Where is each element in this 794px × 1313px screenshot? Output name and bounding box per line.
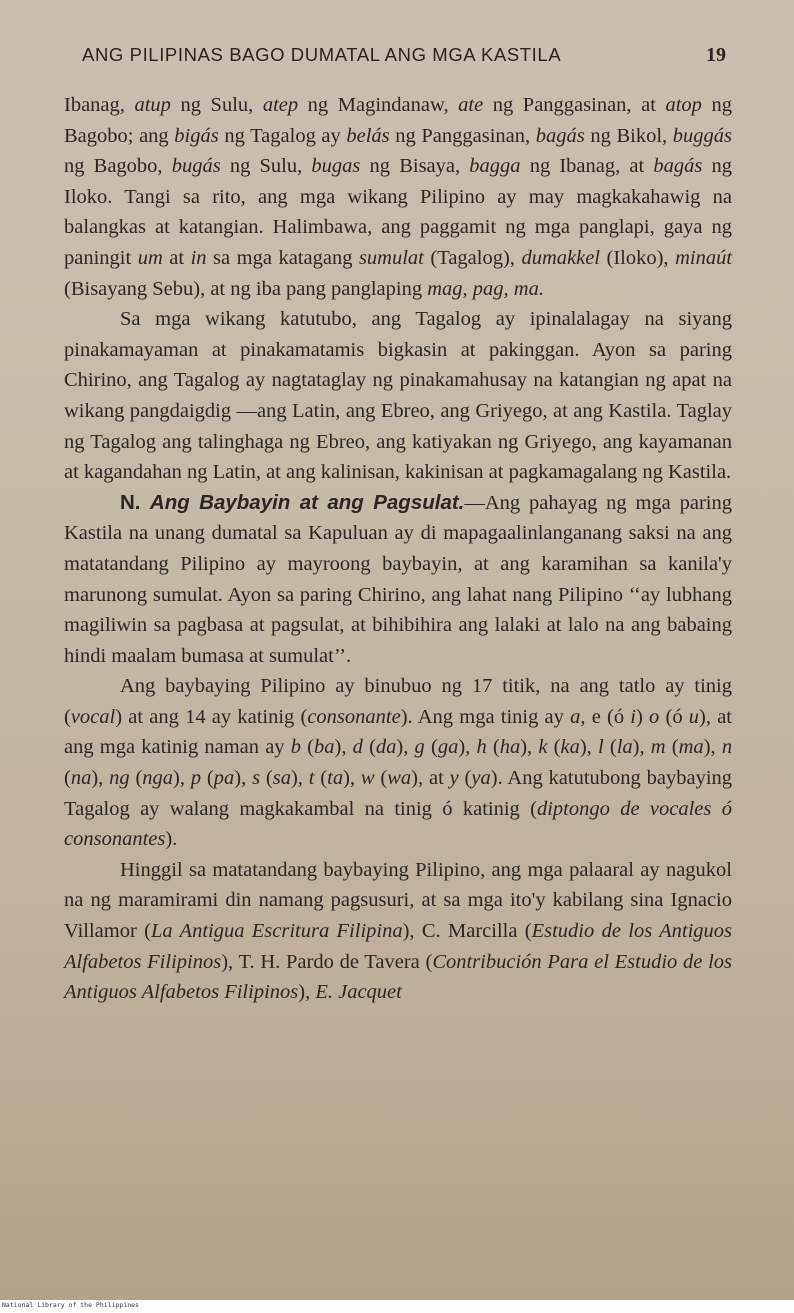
text-run: ), bbox=[298, 981, 316, 1004]
italic-term: h bbox=[476, 736, 487, 759]
text-run: ), at ang mga katinig naman ay bbox=[64, 705, 733, 759]
italic-term: ga bbox=[437, 736, 459, 759]
text-run: ng Bikol, bbox=[584, 124, 673, 147]
text-run: Ang baybaying Pilipino ay binubuo ng 17 titik, na ang tatlo ay tinig ( bbox=[64, 675, 732, 728]
italic-term: l bbox=[597, 736, 604, 759]
text-run: ng Panggasinan, at bbox=[483, 94, 666, 116]
text-run: ( bbox=[547, 736, 561, 759]
italic-term: bagás bbox=[535, 124, 585, 147]
text-run: (Bisayang Sebu), at ng iba pang panglaping bbox=[64, 277, 428, 300]
text-run: ng Ibanag, at bbox=[520, 155, 654, 178]
text-run: ( bbox=[129, 767, 143, 790]
italic-term: atep bbox=[262, 94, 299, 116]
text-run: ) bbox=[636, 705, 650, 728]
text-run: ), bbox=[343, 767, 361, 790]
italic-term: t bbox=[308, 767, 315, 790]
italic-term: ma bbox=[678, 736, 704, 759]
text-run: ), bbox=[396, 736, 415, 759]
text-run: ( bbox=[260, 767, 273, 790]
paragraph bbox=[64, 304, 732, 488]
text-run: ng Panggasinan, bbox=[389, 124, 536, 147]
text-run: (Iloko), bbox=[599, 246, 676, 269]
italic-term: Estudio de los Antiguos Alfabetos Filipinos bbox=[64, 920, 733, 973]
text-run: ng Bagobo, bbox=[64, 155, 172, 178]
text-run: ( bbox=[458, 767, 472, 790]
italic-term: ba bbox=[314, 736, 335, 759]
text-run: Hinggil sa matatandang baybaying Pilipino, ang mga palaaral ay nagukol na ng maramirami din namang pagsusuri, at sa mga ito'y kabilang sina Ignacio Villamor ( bbox=[64, 858, 732, 943]
text-run: ( bbox=[201, 767, 214, 790]
running-head: ANG PILIPINAS BAGO DUMATAL ANG MGA KASTILA bbox=[82, 44, 562, 65]
italic-term: n bbox=[721, 736, 733, 759]
italic-term: k bbox=[538, 736, 548, 759]
text-run: (Tagalog), bbox=[423, 246, 522, 269]
text-run: ng Sulu, bbox=[220, 155, 312, 178]
italic-term: um bbox=[137, 246, 163, 269]
italic-term: Contribución Para el Estudio de los Antiguos Alfabetos Filipinos bbox=[64, 950, 733, 1004]
italic-term: bigás bbox=[174, 124, 219, 147]
body-text bbox=[64, 90, 732, 1008]
text-run: ), bbox=[290, 767, 309, 790]
text-run: ), bbox=[234, 767, 253, 790]
text-run: ( bbox=[486, 736, 500, 759]
text-run: ng Bagobo; ang bbox=[64, 94, 732, 147]
italic-term: y bbox=[449, 767, 459, 790]
text-run: at bbox=[162, 246, 191, 269]
italic-term: belás bbox=[346, 124, 390, 147]
text-run: ( bbox=[362, 736, 376, 759]
paragraph bbox=[64, 671, 732, 855]
italic-term: bagás bbox=[653, 155, 703, 178]
italic-term: wa bbox=[387, 767, 412, 790]
text-run: ng Magindanaw, bbox=[298, 94, 459, 116]
italic-term: mag, pag, ma. bbox=[427, 277, 544, 300]
italic-term: la bbox=[616, 736, 633, 759]
text-run: ng Sulu, bbox=[170, 94, 263, 116]
italic-term: ng bbox=[109, 767, 130, 790]
italic-term: in bbox=[190, 246, 207, 269]
italic-term: s bbox=[252, 767, 261, 790]
italic-term: atup bbox=[134, 94, 171, 116]
text-run: (ó bbox=[659, 705, 689, 728]
italic-term: dumakkel bbox=[521, 246, 600, 269]
italic-term: ate bbox=[458, 94, 484, 116]
section-letter: N. bbox=[120, 490, 150, 514]
italic-term: E. Jacquet bbox=[315, 981, 402, 1004]
page-number: 19 bbox=[706, 44, 726, 66]
text-run: ( bbox=[374, 767, 388, 790]
text-run: ). Ang katutubong baybaying Tagalog ay walang magkakambal na tinig ó katinig ( bbox=[64, 767, 733, 820]
text-run: ), T. H. Pardo de Tavera ( bbox=[221, 950, 433, 973]
italic-term: da bbox=[375, 736, 397, 759]
text-run: ng Iloko. Tangi sa rito, ang mga wikang Pilipino ay may magkakahawig na balangkas at katangian. Halimbawa, ang paggamit ng mga panglapi, gaya ng paningit bbox=[64, 155, 732, 269]
italic-term: diptongo de vocales ó consonantes bbox=[64, 797, 732, 851]
italic-term: u bbox=[688, 705, 700, 728]
text-run: ). Ang mga tinig ay bbox=[400, 705, 571, 728]
italic-term: ta bbox=[327, 767, 344, 790]
text-run: , e (ó bbox=[580, 705, 631, 728]
text-run: ng Tagalog ay bbox=[218, 124, 347, 147]
text-run: ), bbox=[632, 736, 651, 759]
italic-term: sumulat bbox=[358, 246, 424, 269]
paragraph bbox=[64, 855, 732, 1008]
text-run: ), at bbox=[411, 767, 450, 790]
italic-term: g bbox=[414, 736, 425, 759]
text-run: sa mga katagang bbox=[206, 246, 359, 269]
scan-footer bbox=[0, 1300, 794, 1313]
italic-term: na bbox=[70, 767, 92, 790]
italic-term: La Antigua Escritura Filipina bbox=[150, 920, 403, 943]
text-run: ). bbox=[165, 828, 178, 851]
italic-term: nga bbox=[142, 767, 174, 790]
italic-term: sa bbox=[272, 767, 291, 790]
italic-term: pa bbox=[213, 767, 235, 790]
text-run: ), bbox=[173, 767, 191, 790]
italic-term: bagga bbox=[469, 155, 521, 178]
italic-term: ya bbox=[471, 767, 491, 790]
paragraph bbox=[64, 90, 732, 304]
text-run: ), bbox=[520, 736, 539, 759]
text-run: ( bbox=[314, 767, 328, 790]
text-run: ), C. Marcilla ( bbox=[402, 920, 532, 943]
italic-term: d bbox=[352, 736, 363, 759]
italic-term: vocal bbox=[70, 705, 116, 728]
paragraph bbox=[64, 488, 732, 672]
text-run: Sa mga wikang katutubo, ang Tagalog ay ipinalalagay na siyang pinakamayaman at pinakamatamis bigkasin at pakinggan. Ayon sa paring Chirino, ang Tagalog ay nagtataglay ng pinakamahusay na katangian ng apat na wikang pangdaigdig —ang Latin, ang Ebreo, ang Griyego, at ang Kastila. Taglay ng Tagalog ang talinghaga ng Ebreo, ang katiyakan ng Griyego, ang kayamanan at kagandahan ng Latin, at ang kalinisan, kakinisan at pagkamagalang ng Kastila. bbox=[64, 308, 732, 484]
italic-term: b bbox=[290, 736, 301, 759]
text-run: ), bbox=[703, 736, 722, 759]
italic-term: bugás bbox=[171, 155, 221, 178]
italic-term: atop bbox=[665, 94, 702, 116]
text-run: ( bbox=[665, 736, 679, 759]
text-run: ( bbox=[300, 736, 314, 759]
italic-term: o bbox=[649, 705, 660, 728]
italic-term: bugas bbox=[311, 155, 361, 178]
text-run: ) at ang 14 ay katinig ( bbox=[115, 705, 308, 728]
text-run: ), bbox=[579, 736, 598, 759]
italic-term: m bbox=[650, 736, 666, 759]
text-run: ), bbox=[458, 736, 477, 759]
italic-term: i bbox=[630, 705, 636, 728]
section-heading: Ang Baybayin at ang Pagsulat. bbox=[149, 490, 465, 514]
text-run: ( bbox=[424, 736, 438, 759]
italic-term: consonante bbox=[307, 705, 401, 728]
text-run: ), bbox=[91, 767, 110, 790]
italic-term: w bbox=[360, 767, 375, 790]
text-run: Ibanag, bbox=[64, 94, 135, 116]
italic-term: p bbox=[190, 767, 202, 790]
text-run: ng Bisaya, bbox=[360, 155, 470, 178]
text-run: ), bbox=[334, 736, 353, 759]
text-run: ( bbox=[603, 736, 617, 759]
italic-term: ka bbox=[560, 736, 580, 759]
page-header bbox=[70, 44, 726, 74]
library-credit: National Library of the Philippines bbox=[2, 1301, 139, 1309]
text-run: ( bbox=[64, 767, 71, 790]
italic-term: minaút bbox=[675, 246, 733, 269]
italic-term: a bbox=[570, 705, 581, 728]
text-run: —Ang pahayag ng mga paring Kastila na unang dumatal sa Kapuluan ay di mapagaalinlanganang saksi na ang matatandang Pilipino ay mayroong baybayin, at ang karamihan sa kanila'y marunong sumulat. Ayon sa paring Chirino, ang lahat nang Pilipino ‘‘ay lubhang magiliwin sa pagbasa at pagsulat, at bihibihira ang lalaki at lalo na ang babaing hindi maalam bumasa at sumulat’’. bbox=[64, 491, 732, 667]
italic-term: ha bbox=[499, 736, 521, 759]
italic-term: buggás bbox=[672, 124, 732, 147]
